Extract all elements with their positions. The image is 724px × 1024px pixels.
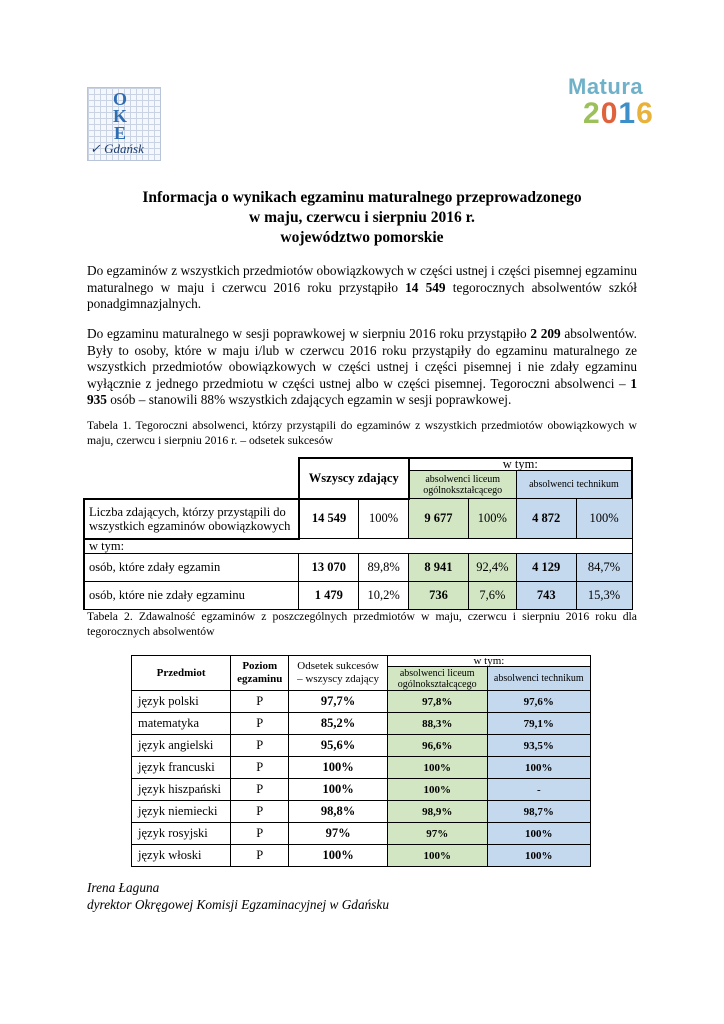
t2-cell-tech: 100% [487, 845, 590, 867]
paragraph-1: Do egzaminów z wszystkich przedmiotów obowiązkowych w części ustnej i części pisemnej egzaminu maturalnego w maju i czerwcu 2016 roku przystąpiło 14 549 tegorocznych absolwentów szkół ponadgimnazjalnych. [87, 263, 637, 311]
t2-cell-subject: język włoski [132, 845, 231, 867]
t2-row [132, 823, 591, 845]
t2-row [132, 757, 591, 779]
t1-cell: 100% [576, 499, 632, 539]
signature-name: Irena Łaguna [87, 880, 160, 895]
t1-cell: 14 549 [299, 499, 359, 539]
t2-cell-lo: 100% [387, 845, 487, 867]
t2-cell-all: 100% [289, 779, 388, 801]
table2-caption: Tabela 2. Zdawalność egzaminów z poszczególnych przedmiotów w maju, czerwcu i sierpniu 2016 roku dla tegorocznych absolwentów [87, 610, 637, 638]
oke-letter-k: K [112, 106, 127, 126]
t1-wtym-label: w tym: [84, 539, 632, 554]
t1-cell: 1 479 [299, 581, 359, 609]
title-line-3: województwo pomorskie [280, 229, 444, 246]
t1-cell: 13 070 [299, 553, 359, 581]
t1-cell: 100% [359, 499, 409, 539]
t2-cell-tech: - [487, 779, 590, 801]
t2-cell-tech: 97,6% [487, 691, 590, 713]
t2-cell-subject: język niemiecki [132, 801, 231, 823]
t2-cell-level: P [231, 801, 289, 823]
t2-cell-subject: język rosyjski [132, 823, 231, 845]
oke-logo [87, 87, 161, 161]
t2-cell-subject: język angielski [132, 735, 231, 757]
t2-cell-subject: język francuski [132, 757, 231, 779]
t2-cell-lo: 96,6% [387, 735, 487, 757]
title-line-1: Informacja o wynikach egzaminu maturalnego przeprowadzonego [142, 189, 582, 206]
signature [87, 879, 389, 913]
t1-header-lo: absolwenci liceum ogólnokształcącego [409, 471, 517, 499]
table-2 [131, 655, 591, 867]
t2-header-tech: absolwenci technikum [487, 667, 590, 691]
t2-cell-lo: 97,8% [387, 691, 487, 713]
title-line-2: w maju, czerwcu i sierpniu 2016 r. [249, 209, 475, 226]
document-title [60, 188, 664, 248]
t2-row [132, 735, 591, 757]
matura-logo-word: Matura [568, 74, 644, 99]
t1-row-label: osób, które nie zdały egzaminu [84, 581, 299, 609]
t2-cell-lo: 100% [387, 757, 487, 779]
t2-header-wtym: w tym: [387, 656, 590, 667]
t2-cell-all: 98,8% [289, 801, 388, 823]
t2-cell-tech: 79,1% [487, 713, 590, 735]
total-count: 14 549 [405, 279, 446, 295]
t2-row [132, 713, 591, 735]
t1-cell: 9 677 [409, 499, 469, 539]
t2-cell-lo: 98,9% [387, 801, 487, 823]
resit-current-count: 1 935 [87, 375, 637, 407]
t2-cell-lo: 100% [387, 779, 487, 801]
resit-count: 2 209 [530, 326, 561, 341]
t1-row-total [84, 499, 632, 539]
t1-cell: 8 941 [409, 553, 469, 581]
t2-header-all: Odsetek sukcesów – wszyscy zdający [289, 656, 388, 691]
t1-header-wtym: w tym: [409, 458, 632, 471]
t1-row-passed [84, 553, 632, 581]
t1-cell: 736 [409, 581, 469, 609]
oke-letter-o: O [112, 89, 127, 109]
t2-header-lo: absolwenci liceum ogólnokształcącego [387, 667, 487, 691]
t2-cell-all: 100% [289, 845, 388, 867]
t2-cell-all: 95,6% [289, 735, 388, 757]
t1-cell: 89,8% [359, 553, 409, 581]
t1-cell: 84,7% [576, 553, 632, 581]
t2-cell-all: 85,2% [289, 713, 388, 735]
t2-cell-all: 100% [289, 757, 388, 779]
t2-cell-tech: 93,5% [487, 735, 590, 757]
t1-header-tech: absolwenci technikum [516, 471, 632, 499]
t1-cell: 10,2% [359, 581, 409, 609]
t1-cell: 4 129 [516, 553, 576, 581]
t2-cell-tech: 98,7% [487, 801, 590, 823]
t2-row [132, 801, 591, 823]
t2-cell-level: P [231, 691, 289, 713]
t2-cell-all: 97,7% [289, 691, 388, 713]
t2-cell-tech: 100% [487, 757, 590, 779]
t1-cell: 100% [468, 499, 516, 539]
t2-cell-level: P [231, 845, 289, 867]
table-1 [83, 457, 633, 610]
signature-role: dyrektor Okręgowej Komisji Egzaminacyjnej w Gdańsku [87, 897, 389, 912]
t2-row [132, 691, 591, 713]
t2-cell-level: P [231, 757, 289, 779]
t2-cell-level: P [231, 713, 289, 735]
t2-row [132, 779, 591, 801]
t2-cell-subject: matematyka [132, 713, 231, 735]
t1-cell: 7,6% [468, 581, 516, 609]
paragraph-2: Do egzaminu maturalnego w sesji poprawkowej w sierpniu 2016 roku przystąpiło 2 209 absolwentów. Były to osoby, które w maju i/lub w czerwcu 2016 roku przystąpiły do egzaminu maturalnego ze wszystkich przedmiotów obowiązkowych w części ustnej i części pisemnej i nie zdały egzaminu wyłącznie z jednego przedmiotu w części ustnej albo w części pisemnej. Tegoroczni absolwenci – 1 935 osób – stanowili 88% wszystkich zdających egzamin w sesji poprawkowej. [87, 326, 637, 407]
t2-cell-subject: język hiszpański [132, 779, 231, 801]
oke-letter-e: E [113, 123, 126, 143]
t2-cell-level: P [231, 735, 289, 757]
t2-cell-tech: 100% [487, 823, 590, 845]
t2-cell-lo: 97% [387, 823, 487, 845]
t1-header-all: Wszyscy zdający [299, 458, 409, 499]
t2-cell-all: 97% [289, 823, 388, 845]
matura-logo-year: 2016 [583, 97, 654, 130]
t2-row [132, 845, 591, 867]
t1-cell: 743 [516, 581, 576, 609]
t2-header-level: Poziom egzaminu [231, 656, 289, 691]
table1-caption: Tabela 1. Tegoroczni absolwenci, którzy przystąpili do egzaminów z wszystkich przedmiotów obowiązkowych w maju, czerwcu i sierpniu 2016 r. – odsetek sukcesów [87, 419, 637, 447]
t2-cell-level: P [231, 779, 289, 801]
t1-row-label: osób, które zdały egzamin [84, 553, 299, 581]
t1-cell: 92,4% [468, 553, 516, 581]
t1-row-failed [84, 581, 632, 609]
t1-cell: 15,3% [576, 581, 632, 609]
oke-city: ✓ Gdańsk [90, 141, 144, 156]
t2-cell-subject: język polski [132, 691, 231, 713]
t2-cell-lo: 88,3% [387, 713, 487, 735]
t2-cell-level: P [231, 823, 289, 845]
t1-cell: 4 872 [516, 499, 576, 539]
t1-row-label: Liczba zdających, którzy przystąpili do wszystkich egzaminów obowiązkowych [84, 499, 299, 539]
t2-header-subject: Przedmiot [132, 656, 231, 691]
